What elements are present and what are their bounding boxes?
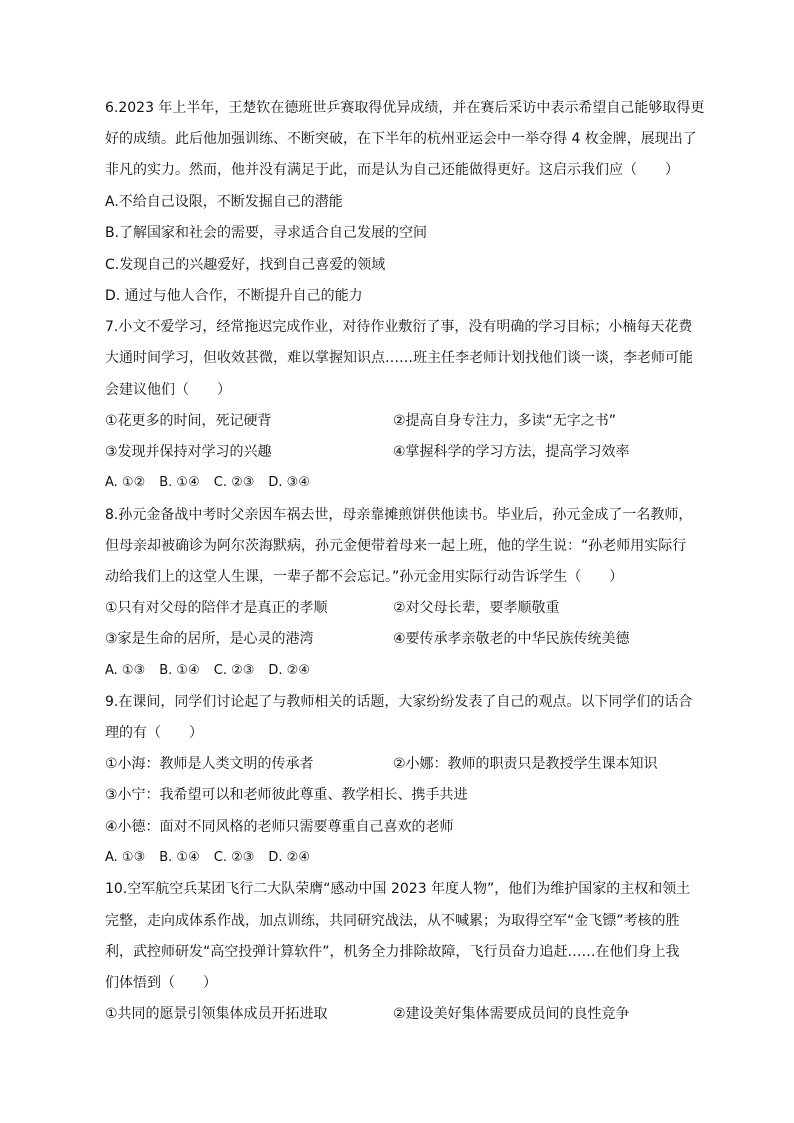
q9-stem-line-1: 9.在课间，同学们讨论起了与教师相关的话题，大家纷纷发表了自己的观点。以下同学们的话合 [105, 694, 693, 710]
q6-option-a: A.不给自己设限，不断发掘自己的潜能 [105, 194, 343, 210]
q7-choice-d: D. ③④ [268, 475, 310, 490]
q8-choice-c: C. ②③ [213, 663, 255, 678]
q7-stem-line-2: 大通时间学习，但收效甚微，难以掌握知识点……班主任李老师计划找他们谈一谈，李老师可能 [105, 350, 693, 366]
q7-choices [105, 473, 310, 493]
q9-choice-d: D. ②④ [268, 850, 310, 865]
q8-item-2: ②对父母长辈，要孝顺敬重 [393, 600, 560, 616]
q9-stem-line-2: 理的有（ ） [105, 725, 203, 741]
q9-choice-b: B. ①④ [159, 850, 200, 865]
q7-choice-a: A. ①② [105, 475, 146, 490]
q7-stem-line-1: 7.小文不爱学习，经常拖迟完成作业，对待作业敷衍了事，没有明确的学习目标；小楠每天花费 [105, 319, 693, 335]
q8-item-1: ①只有对父母的陪伴才是真正的孝顺 [105, 600, 328, 616]
q7-choice-b: B. ①④ [159, 475, 200, 490]
q7-choice-c: C. ②③ [213, 475, 255, 490]
q10-item-2: ②建设美好集体需要成员间的良性竞争 [393, 1006, 630, 1022]
q9-item-4: ④小德：面对不同风格的老师只需要尊重自己喜欢的老师 [105, 819, 454, 835]
q7-item-1: ①花更多的时间，死记硬背 [105, 413, 272, 429]
q9-choice-a: A. ①③ [105, 850, 146, 865]
q6-option-c: C.发现自己的兴趣爱好，找到自己喜爱的领域 [105, 257, 386, 273]
q8-stem-line-1: 8.孙元金备战中考时父亲因车祸去世，母亲靠摊煎饼供他读书。毕业后，孙元金成了一名教师， [105, 507, 693, 523]
q6-stem-line-3: 非凡的实力。然而，他并没有满足于此，而是认为自己还能做得更好。这启示我们应（ ） [105, 162, 679, 178]
q8-choices [105, 661, 310, 681]
q9-item-3: ③小宁：我希望可以和老师彼此尊重、教学相长、携手共进 [105, 787, 468, 803]
q8-item-3: ③家是生命的居所，是心灵的港湾 [105, 631, 314, 647]
q8-choice-a: A. ①③ [105, 663, 146, 678]
q7-item-2: ②提高自身专注力，多读“无字之书” [393, 413, 617, 429]
q10-stem-line-3: 利，武控师研发“高空投弹计算软件”，机务全力排除故障，飞行员奋力追赶……在他们身上我 [105, 944, 680, 960]
q6-stem-line-1: 6.2023 年上半年，王楚钦在德班世乒赛取得优异成绩，并在赛后采访中表示希望自己能够取得更 [105, 100, 705, 116]
q9-choice-c: C. ②③ [213, 850, 255, 865]
q8-stem-line-3: 动给我们上的这堂人生课，一辈子都不会忘记。”孙元金用实际行动告诉学生（ ） [105, 569, 624, 585]
q9-item-2: ②小娜：教师的职责只是教授学生课本知识 [393, 756, 658, 772]
q8-stem-line-2: 但母亲却被确诊为阿尔茨海默病，孙元金便带着母来一起上班，他的学生说：“孙老师用实际行 [105, 538, 687, 554]
q7-item-3: ③发现并保持对学习的兴趣 [105, 444, 272, 460]
q8-item-4: ④要传承孝亲敬老的中华民族传统美德 [393, 631, 630, 647]
q10-stem-line-2: 完整，走向成体系作战，加点训练，共同研究战法，从不喊累；为取得空军“金飞镖”考核的胜 [105, 913, 680, 929]
q8-choice-d: D. ②④ [268, 663, 310, 678]
q6-option-d: D. 通过与他人合作，不断提升自己的能力 [105, 288, 363, 304]
q10-stem-line-4: 们体悟到（ ） [105, 975, 217, 991]
q7-stem-line-3: 会建议他们（ ） [105, 382, 231, 398]
q7-item-4: ④掌握科学的学习方法，提高学习效率 [393, 444, 630, 460]
q9-choices [105, 848, 310, 868]
q6-stem-line-2: 好的成绩。此后他加强训练、不断突破，在下半年的杭州亚运会中一举夺得 4 枚金牌，展现出了 [105, 131, 697, 147]
q9-item-1: ①小海：教师是人类文明的传承者 [105, 756, 314, 772]
q6-option-b: B.了解国家和社会的需要，寻求适合自己发展的空间 [105, 225, 428, 241]
q10-stem-line-1: 10.空军航空兵某团飞行二大队荣膺“感动中国 2023 年度人物”，他们为维护国家的主权和领土 [105, 881, 691, 897]
q8-choice-b: B. ①④ [159, 663, 200, 678]
q10-item-1: ①共同的愿景引领集体成员开拓进取 [105, 1006, 328, 1022]
